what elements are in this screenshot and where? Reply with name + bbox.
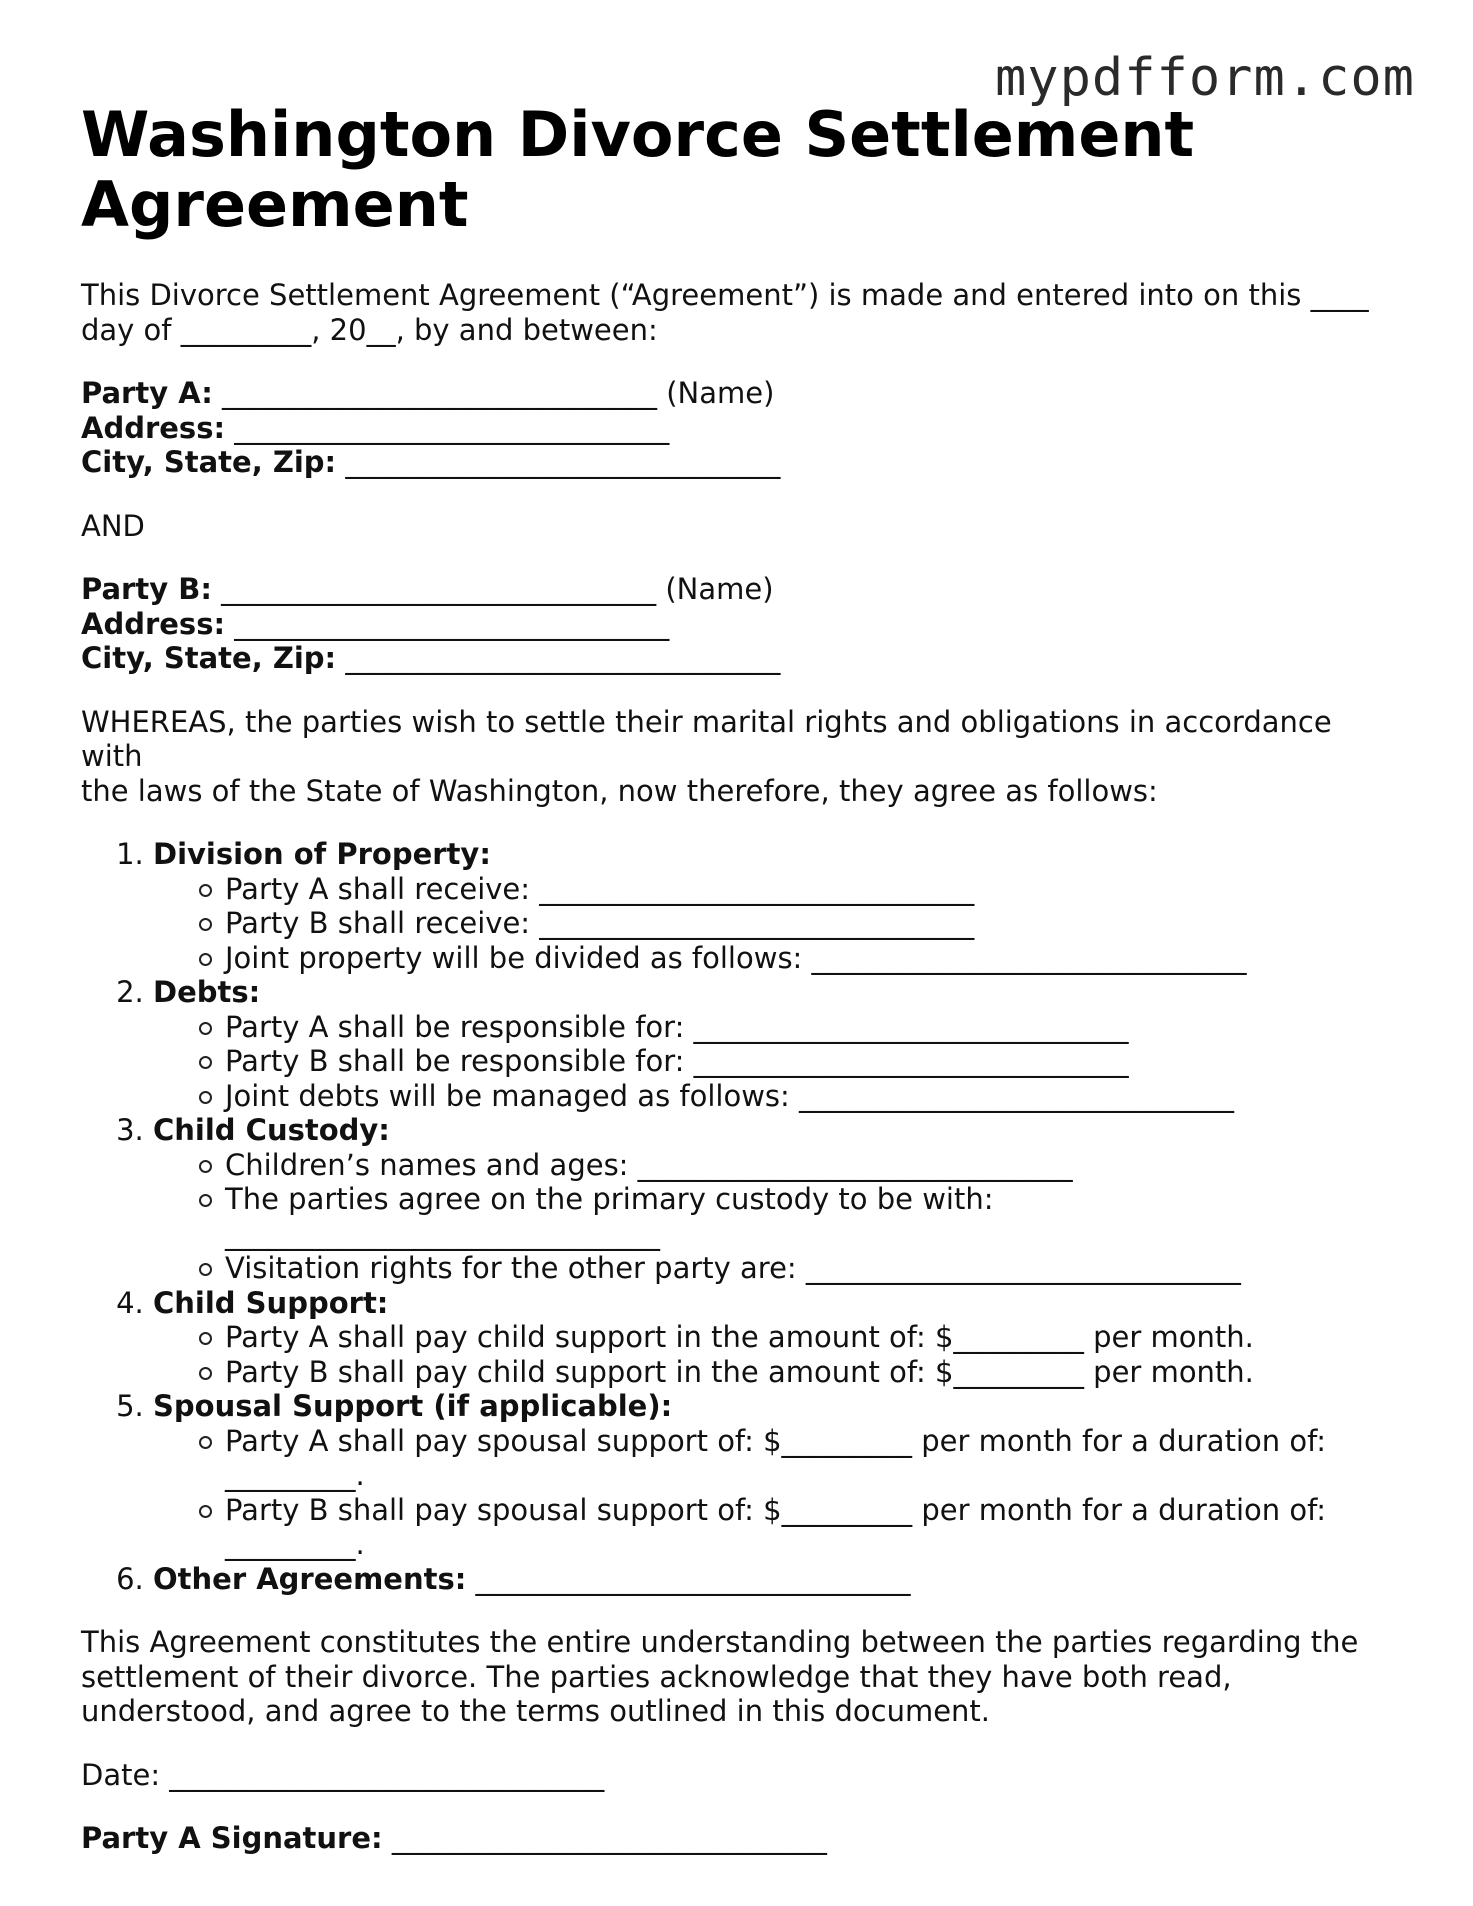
list-item[interactable]: Joint debts will be managed as follows: ______________________________: [225, 1079, 1401, 1114]
date-field[interactable]: ______________________________: [160, 1757, 605, 1792]
party-a-block: [81, 376, 1401, 480]
party-b-address-line: [81, 607, 1401, 642]
intro-line-1: This Divorce Settlement Agreement (“Agreement”) is made and entered into on this ____: [81, 278, 1369, 312]
list-item[interactable]: [225, 1182, 1401, 1251]
section-heading: Debts:: [153, 975, 261, 1009]
closing-paragraph: [81, 1625, 1401, 1729]
list-item[interactable]: Joint property will be divided as follows: ______________________________: [225, 941, 1401, 976]
agreement-sections: [81, 837, 1401, 1596]
section-items: [153, 1424, 1401, 1562]
section-heading: Child Support:: [153, 1285, 389, 1320]
section-heading: Other Agreements:: [153, 1561, 467, 1596]
date-line: [81, 1758, 1401, 1793]
party-b-name-label: Party B:: [81, 572, 212, 606]
list-item[interactable]: Party A shall pay child support in the amount of: $_________ per month.: [225, 1320, 1401, 1355]
list-item[interactable]: Party B shall receive: ______________________________: [225, 906, 1401, 941]
party-b-city-line: [81, 641, 1401, 676]
custody-text: The parties agree on the primary custody to be with:: [225, 1182, 994, 1216]
spousal-a-text: Party A shall pay spousal support of: $_________ per month for a duration of:: [225, 1423, 1327, 1458]
other-agreements-field[interactable]: ______________________________: [466, 1561, 911, 1596]
section-child-support: [153, 1286, 1401, 1390]
section-heading: Child Custody:: [153, 1113, 390, 1147]
section-child-custody: [153, 1113, 1401, 1286]
party-b-city-label: City, State, Zip:: [81, 641, 337, 675]
party-a-address-label: Address:: [81, 410, 226, 445]
document-page: [81, 100, 1401, 1856]
section-items: [153, 1148, 1401, 1286]
section-heading: Division of Property:: [153, 837, 491, 871]
watermark: mypdfform.com: [995, 48, 1415, 108]
document-title: Washington Divorce Settlement Agreement: [81, 98, 1195, 241]
list-item[interactable]: Party A shall be responsible for: ______________________________: [225, 1010, 1401, 1045]
section-debts: [153, 975, 1401, 1113]
party-a-address-line: [81, 411, 1401, 446]
list-item[interactable]: [225, 1493, 1401, 1562]
party-a-city-label: City, State, Zip:: [81, 445, 337, 479]
custody-blank[interactable]: ______________________________: [225, 1216, 660, 1251]
party-a-name-field[interactable]: ______________________________ (Name): [212, 376, 775, 410]
whereas-paragraph: [81, 705, 1401, 809]
party-a-name-label: Party A:: [81, 376, 213, 410]
party-b-name-field[interactable]: ______________________________ (Name): [211, 572, 774, 606]
spousal-a-duration[interactable]: _________.: [225, 1458, 365, 1492]
list-item[interactable]: Party B shall pay child support in the amount of: $_________ per month.: [225, 1355, 1401, 1390]
party-a-city-line: [81, 445, 1401, 480]
list-item[interactable]: Party A shall receive: ______________________________: [225, 872, 1401, 907]
whereas-line-2: the laws of the State of Washington, now therefore, they agree as follows:: [81, 773, 1158, 808]
list-item[interactable]: Visitation rights for the other party are: ______________________________: [225, 1251, 1401, 1286]
party-b-address-field[interactable]: ______________________________: [225, 606, 670, 641]
spousal-b-text: Party B shall pay spousal support of: $_________ per month for a duration of:: [225, 1492, 1327, 1527]
signature-line: [81, 1821, 1401, 1856]
signature-label: Party A Signature:: [81, 1821, 383, 1855]
section-items: [153, 1320, 1401, 1389]
party-b-address-label: Address:: [81, 606, 226, 641]
closing-line-1: This Agreement constitutes the entire understanding between the parties regarding the: [81, 1625, 1359, 1659]
section-division-of-property: [153, 837, 1401, 975]
party-a-address-field[interactable]: ______________________________: [225, 410, 670, 445]
section-heading: Spousal Support (if applicable):: [153, 1389, 673, 1423]
whereas-line-1: WHEREAS, the parties wish to settle their marital rights and obligations in accordance with: [81, 704, 1332, 773]
list-item[interactable]: [225, 1424, 1401, 1493]
and-separator: AND: [81, 508, 145, 543]
party-a-city-field[interactable]: ______________________________: [336, 445, 781, 479]
intro-line-2: day of _________, 20__, by and between:: [81, 312, 658, 347]
section-spousal-support: [153, 1389, 1401, 1562]
list-item[interactable]: Children’s names and ages: ______________________________: [225, 1148, 1401, 1183]
party-b-block: [81, 572, 1401, 676]
party-b-city-field[interactable]: ______________________________: [336, 641, 781, 675]
spousal-b-duration[interactable]: _________.: [225, 1527, 365, 1561]
closing-line-2: settlement of their divorce. The parties acknowledge that they have both read,: [81, 1659, 1232, 1694]
signature-field[interactable]: ______________________________: [382, 1821, 827, 1855]
section-items: [153, 872, 1401, 976]
date-label: Date:: [81, 1757, 161, 1792]
party-b-name-line: [81, 572, 1401, 607]
list-item[interactable]: Party B shall be responsible for: ______________________________: [225, 1044, 1401, 1079]
section-other-agreements: [153, 1562, 1401, 1597]
intro-paragraph: [81, 278, 1401, 347]
section-items: [153, 1010, 1401, 1114]
closing-line-3: understood, and agree to the terms outlined in this document.: [81, 1694, 991, 1728]
party-a-name-line: [81, 376, 1401, 411]
